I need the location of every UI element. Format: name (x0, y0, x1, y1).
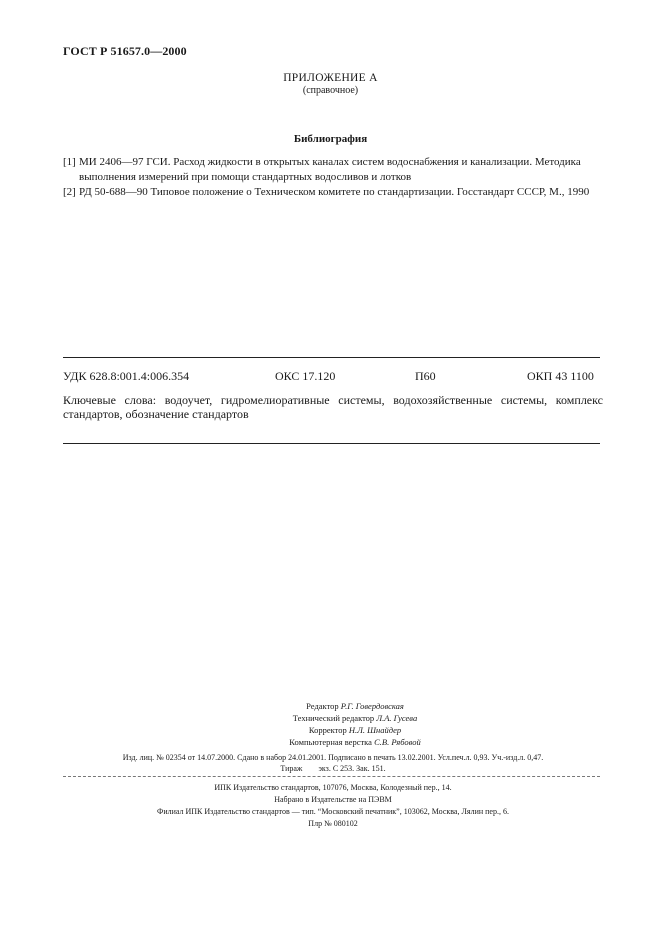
appendix-subtitle: (справочное) (302, 85, 359, 96)
imprint-line-2: Тираж экз. С 253. Зак. 151. (280, 764, 386, 773)
bibliography-title: Библиография (293, 133, 368, 145)
credits-block (230, 700, 480, 748)
imprint-line-1: Изд. лиц. № 02354 от 14.07.2000. Сдано в набор 24.01.2001. Подписано в печать 13.02.2001. Усл.печ.л. 0,93. Уч.-изд.л. 0,47. (122, 753, 544, 762)
divider-bottom (63, 443, 600, 444)
publisher-line-4: Плр № 080102 (308, 819, 358, 828)
ref-number: [2] (63, 186, 76, 198)
ref-text: МИ 2406—97 ГСИ. Расход жидкости в открытых каналах систем водоснабжения и канализации. Методика выполнения измерений при помощи стандартных водосливов и лотков (79, 156, 581, 183)
okp-code: ОКП 43 1100 (527, 369, 594, 383)
publisher-line-1: ИПК Издательство стандартов, 107076, Москва, Колодезный пер., 14. (214, 783, 452, 792)
bibliography-ref-2 (63, 185, 603, 200)
appendix-title: ПРИЛОЖЕНИЕ А (283, 72, 378, 84)
keywords: Ключевые слова: водоучет, гидромелиоративные системы, водохозяйственные системы, комплекс стандартов, обозначение стандартов (63, 393, 603, 421)
bibliography-ref-1 (63, 155, 603, 185)
publisher-block (63, 782, 603, 830)
ref-text: РД 50-688—90 Типовое положение о Техническом комитете по стандартизации. Госстандарт СССР, М., 1990 (79, 186, 590, 198)
credit-tech-editor: Технический редактор Л.А. Гусева (292, 713, 418, 723)
credit-layout: Компьютерная верстка С.В. Рябовой (289, 737, 421, 747)
publisher-line-2: Набрано в Издательстве на ПЭВМ (274, 795, 392, 804)
credit-editor: Редактор Р.Г. Говердовская (306, 701, 404, 711)
udk-code: УДК 628.8:001.4:006.354 (63, 369, 190, 383)
p-code: П60 (415, 369, 436, 383)
oks-code: ОКС 17.120 (275, 369, 336, 383)
ref-number: [1] (63, 156, 76, 168)
publisher-line-3: Филиал ИПК Издательство стандартов — тип. “Московский печатник”, 103062, Москва, Лялин пер., 6. (157, 807, 509, 816)
credit-corrector: Корректор Н.Л. Шнайдер (308, 725, 402, 735)
divider-top (63, 357, 600, 358)
document-code: ГОСТ Р 51657.0—2000 (63, 44, 187, 58)
dashed-divider (63, 776, 600, 777)
